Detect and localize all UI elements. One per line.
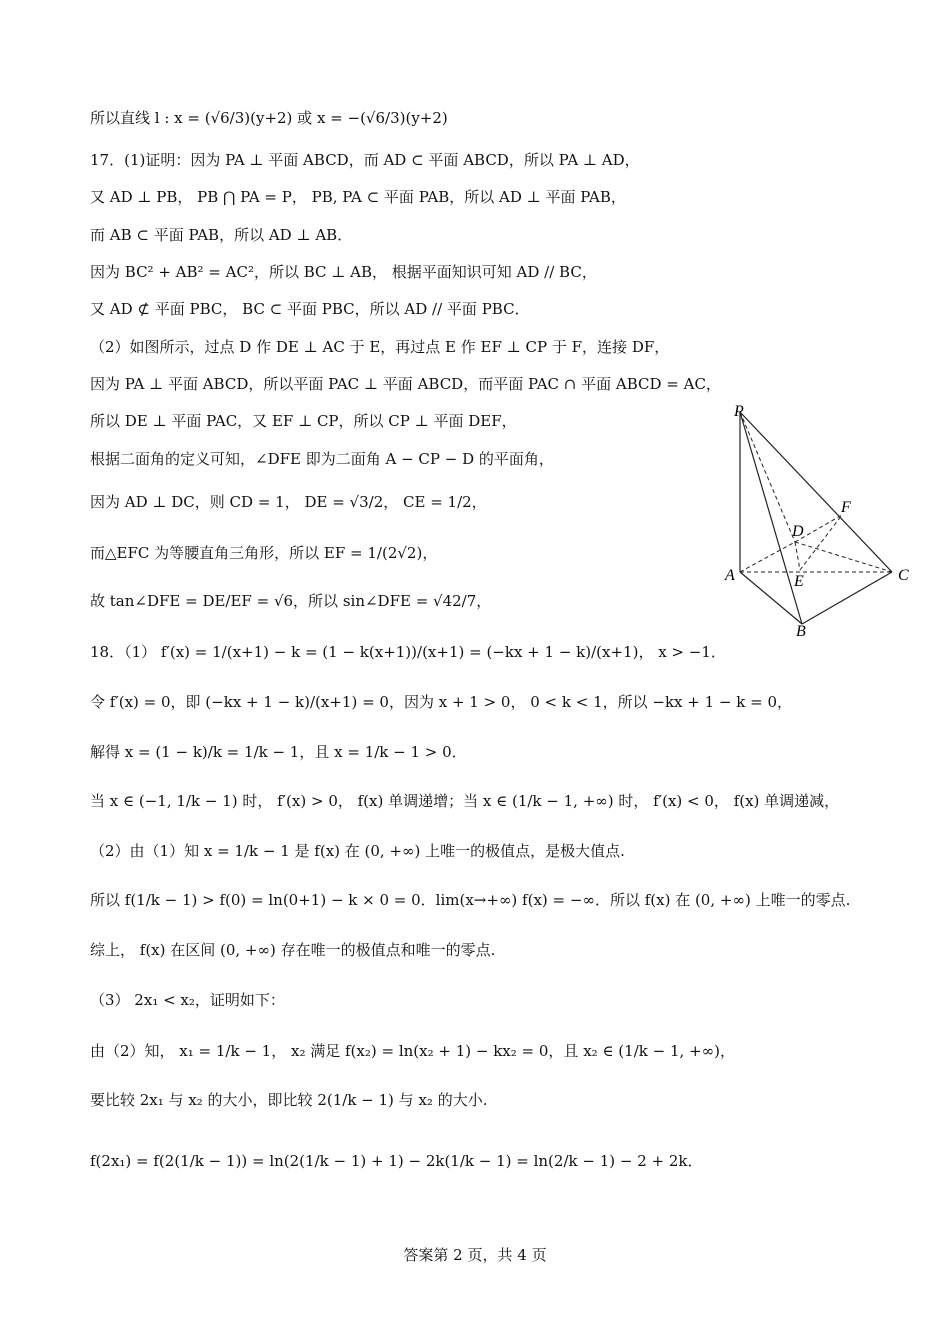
text-line: 所以 DE ⊥ 平面 PAC，又 EF ⊥ CP，所以 CP ⊥ 平面 DEF， <box>90 412 517 430</box>
text-line: （2）如图所示，过点 D 作 DE ⊥ AC 于 E，再过点 E 作 EF ⊥ CP 于 F，连接 DF， <box>90 338 670 356</box>
text-line: （2）由（1）知 x = 1/k − 1 是 f(x) 在 (0, +∞) 上唯一的极值点，是极大值点. <box>90 842 625 860</box>
label-E: E <box>794 573 804 590</box>
label-B: B <box>796 623 806 640</box>
text-line: 所以 f(1/k − 1) > f(0) = ln(0+1) − k × 0 = 0．lim(x→+∞) f(x) = −∞．所以 f(x) 在 (0, +∞) 上唯一的零点. <box>90 891 851 909</box>
text-line: 由（2）知， x₁ = 1/k − 1， x₂ 满足 f(x₂) = ln(x₂ + 1) − kx₂ = 0，且 x₂ ∈ (1/k − 1, +∞)， <box>90 1042 735 1060</box>
text-line: 而 AB ⊂ 平面 PAB，所以 AD ⊥ AB． <box>90 226 353 244</box>
label-D: D <box>792 523 804 540</box>
text-line: 当 x ∈ (−1, 1/k − 1) 时， f′(x) > 0， f(x) 单调递增；当 x ∈ (1/k − 1, +∞) 时， f′(x) < 0， f(x) 单调递减， <box>90 792 840 810</box>
text-line: 因为 BC² + AB² = AC²，所以 BC ⊥ AB， 根据平面知识可知 AD // BC， <box>90 263 597 281</box>
text-line: （3） 2x₁ < x₂，证明如下： <box>90 991 285 1009</box>
text-line: 故 tan∠DFE = DE/EF = √6，所以 sin∠DFE = √42/7， <box>90 592 492 610</box>
text-line: 解得 x = (1 − k)/k = 1/k − 1，且 x = 1/k − 1 > 0． <box>90 743 467 761</box>
text-line: 而△EFC 为等腰直角三角形，所以 EF = 1/(2√2)， <box>90 544 438 562</box>
text-line: 又 AD ⊄ 平面 PBC， BC ⊂ 平面 PBC，所以 AD // 平面 PBC． <box>90 300 530 318</box>
text-line: 因为 AD ⊥ DC，则 CD = 1， DE = √3/2， CE = 1/2， <box>90 493 487 511</box>
text-line: 又 AD ⊥ PB， PB ⋂ PA = P， PB, PA ⊂ 平面 PAB，所以 AD ⊥ 平面 PAB， <box>90 188 626 206</box>
label-F: F <box>841 499 851 516</box>
text-line: 要比较 2x₁ 与 x₂ 的大小，即比较 2(1/k − 1) 与 x₂ 的大小. <box>90 1091 488 1109</box>
text-line: 18．（1） f′(x) = 1/(x+1) − k = (1 − k(x+1))/(x+1) = (−kx + 1 − k)/(x+1)， x > −1． <box>90 643 726 661</box>
page-footer: 答案第 2 页，共 4 页 <box>403 1246 547 1264</box>
text-line: 所以直线 l : x = (√6/3)(y+2) 或 x = −(√6/3)(y+2) <box>90 109 448 127</box>
text-line: 根据二面角的定义可知，∠DFE 即为二面角 A − CP − D 的平面角， <box>90 450 554 468</box>
label-A: A <box>725 567 735 584</box>
label-C: C <box>898 567 909 584</box>
text-line: f(2x₁) = f(2(1/k − 1)) = ln(2(1/k − 1) + 1) − 2k(1/k − 1) = ln(2/k − 1) − 2 + 2k． <box>90 1152 703 1170</box>
label-P: P <box>734 403 744 420</box>
pyramid-figure <box>720 400 920 640</box>
text-line: 因为 PA ⊥ 平面 ABCD，所以平面 PAC ⊥ 平面 ABCD，而平面 PAC ∩ 平面 ABCD = AC， <box>90 375 721 393</box>
text-line: 综上， f(x) 在区间 (0, +∞) 存在唯一的极值点和唯一的零点. <box>90 941 496 959</box>
text-line: 17．(1)证明：因为 PA ⊥ 平面 ABCD，而 AD ⊂ 平面 ABCD，所以 PA ⊥ AD， <box>90 151 640 169</box>
text-line: 令 f′(x) = 0，即 (−kx + 1 − k)/(x+1) = 0，因为 x + 1 > 0， 0 < k < 1，所以 −kx + 1 − k = 0， <box>90 693 792 711</box>
